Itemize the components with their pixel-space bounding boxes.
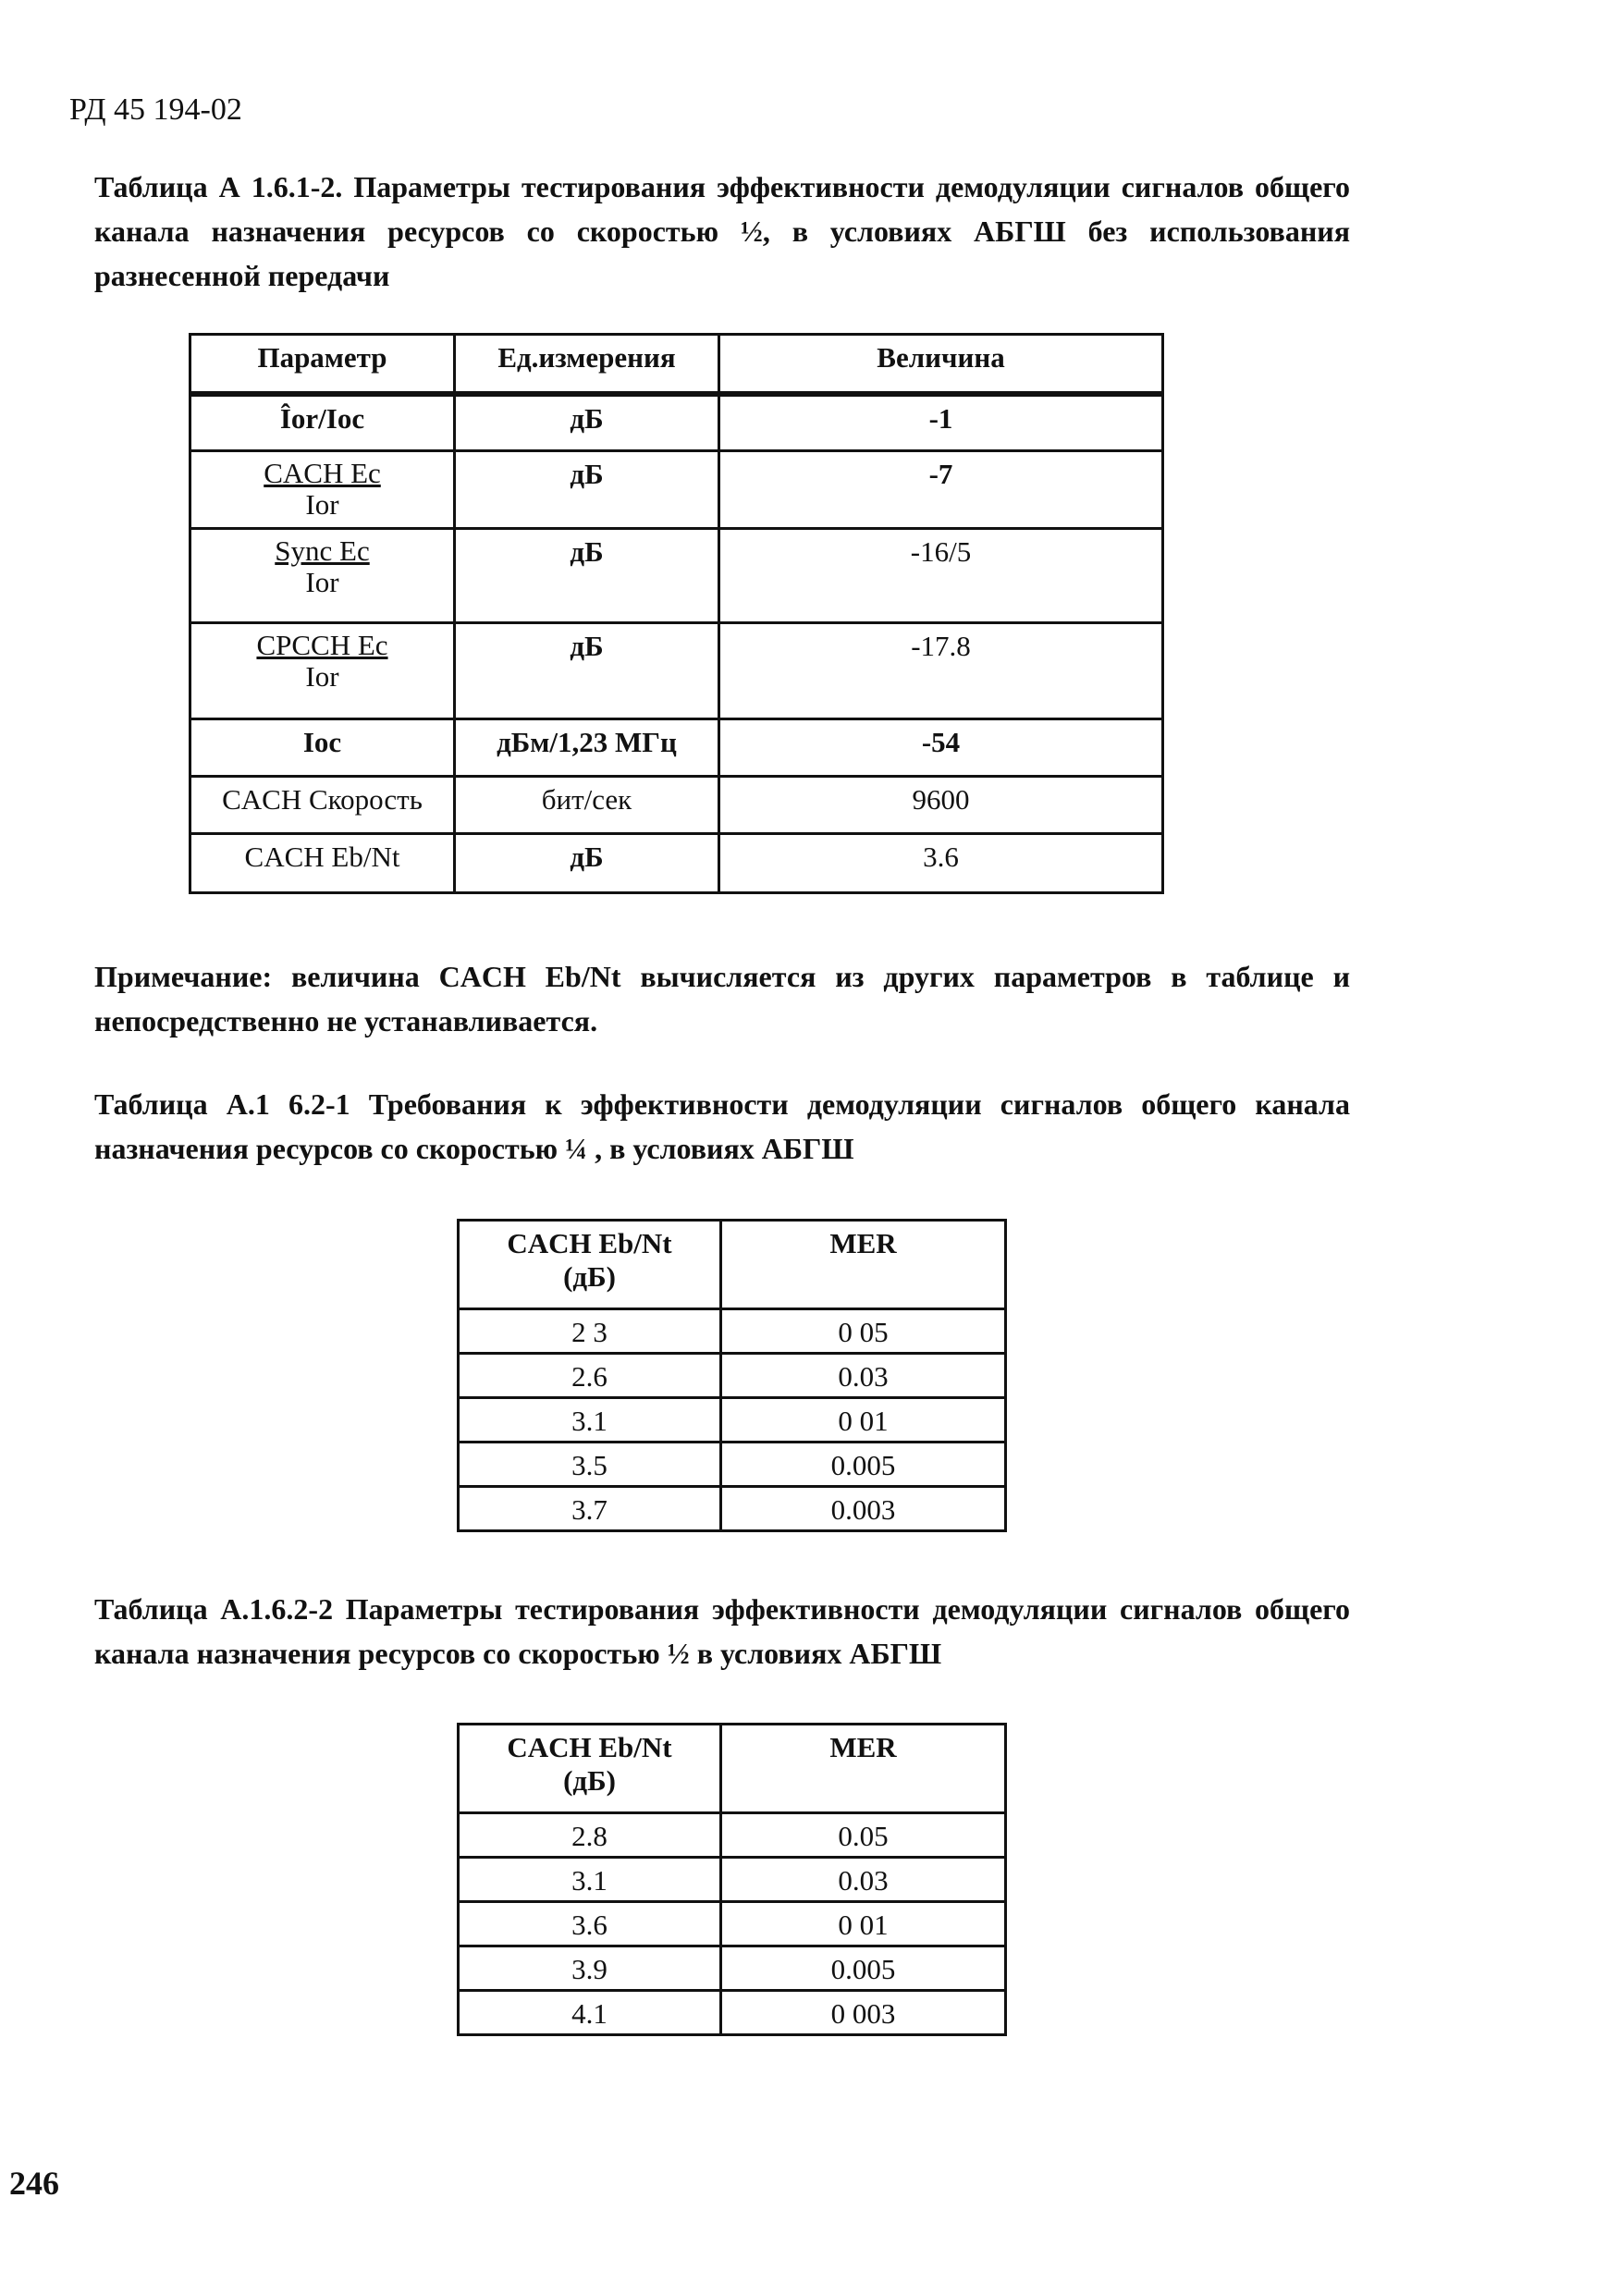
ebnt-cell: 3.1 [459, 1858, 721, 1902]
column-header-mer: MER [721, 1725, 1006, 1813]
ebnt-cell: 2 3 [459, 1309, 721, 1354]
param-numerator: Sync Ec [275, 534, 370, 567]
unit-cell: дБм/1,23 МГц [455, 719, 719, 777]
unit-cell: дБ [455, 834, 719, 893]
ebnt-cell: 2.8 [459, 1813, 721, 1858]
header-line: CACH Eb/Nt [507, 1731, 672, 1763]
column-header-ebnt [459, 1221, 721, 1309]
table3-caption: Таблица А.1.6.2-2 Параметры тестирования эффективности демодуляции сигналов общего канала назначения ресурсов со скоростью ½ в условиях АБГШ [94, 1592, 1350, 1670]
parameters-table [189, 333, 1164, 894]
table-row [459, 1487, 1006, 1531]
table-row [190, 451, 1163, 529]
column-header: Величина [719, 335, 1163, 394]
table-row [190, 529, 1163, 623]
table-row [459, 1398, 1006, 1443]
table-row [190, 719, 1163, 777]
table-row [190, 834, 1163, 893]
ebnt-cell: 3.1 [459, 1398, 721, 1443]
value-cell: -16/5 [719, 529, 1163, 623]
value-cell: -1 [719, 394, 1163, 451]
mer-cell: 0 05 [721, 1309, 1006, 1354]
mer-cell: 0 003 [721, 1991, 1006, 2035]
param-cell [190, 623, 455, 719]
mer-cell: 0.005 [721, 1946, 1006, 1991]
param-cell [190, 451, 455, 529]
table-row [459, 1443, 1006, 1487]
unit-cell: дБ [455, 623, 719, 719]
table-row [459, 1309, 1006, 1354]
table-row [459, 1946, 1006, 1991]
column-header: Параметр [190, 335, 455, 394]
mer-cell: 0 01 [721, 1902, 1006, 1946]
table-header-row [190, 335, 1163, 394]
unit-cell: бит/сек [455, 777, 719, 834]
header-line: CACH Eb/Nt [507, 1227, 672, 1259]
param-cell [190, 529, 455, 623]
table-header-row [459, 1221, 1006, 1309]
value-cell: -54 [719, 719, 1163, 777]
unit-cell: дБ [455, 451, 719, 529]
table-row [459, 1991, 1006, 2035]
ebnt-cell: 3.7 [459, 1487, 721, 1531]
ebnt-cell: 4.1 [459, 1991, 721, 2035]
table1-caption: Таблица А 1.6.1-2. Параметры тестирования эффективности демодуляции сигналов общего канала назначения ресурсов со скоростью ½, в условиях АБГШ без использования разнесенной передачи [94, 170, 1350, 292]
header-unit: (дБ) [563, 1260, 616, 1293]
unit-cell: дБ [455, 394, 719, 451]
param-denominator: Ior [305, 488, 339, 521]
param-denominator: Ior [305, 566, 339, 598]
table-row [459, 1813, 1006, 1858]
value-cell: 3.6 [719, 834, 1163, 893]
mer-cell: 0.03 [721, 1858, 1006, 1902]
mer-cell: 0.003 [721, 1487, 1006, 1531]
table-row [190, 777, 1163, 834]
column-header-mer: MER [721, 1221, 1006, 1309]
param-denominator: Ior [305, 660, 339, 693]
table-row [190, 623, 1163, 719]
table-note: Примечание: величина CACH Eb/Nt вычисляется из других параметров в таблице и непосредственно не устанавливается. [94, 960, 1350, 1037]
param-numerator: CACH Ec [264, 457, 381, 489]
param-cell: CACH Скорость [190, 777, 455, 834]
page-number: 246 [9, 2165, 59, 2202]
header-unit: (дБ) [563, 1764, 616, 1797]
ebnt-cell: 3.9 [459, 1946, 721, 1991]
mer-cell: 0.05 [721, 1813, 1006, 1858]
mer-cell: 0 01 [721, 1398, 1006, 1443]
value-cell: -17.8 [719, 623, 1163, 719]
ebnt-cell: 2.6 [459, 1354, 721, 1398]
param-cell: CACH Eb/Nt [190, 834, 455, 893]
value-cell: 9600 [719, 777, 1163, 834]
column-header: Ед.измерения [455, 335, 719, 394]
mer-cell: 0.005 [721, 1443, 1006, 1487]
param-cell: Ioc [190, 719, 455, 777]
param-cell: Îor/Ioc [190, 394, 455, 451]
table-header-row [459, 1725, 1006, 1813]
table-row [459, 1858, 1006, 1902]
mer-table-half-rate [457, 1723, 1007, 2036]
column-header-ebnt [459, 1725, 721, 1813]
document-header: РД 45 194-02 [69, 92, 242, 127]
mer-cell: 0.03 [721, 1354, 1006, 1398]
table-row [459, 1354, 1006, 1398]
value-cell: -7 [719, 451, 1163, 529]
ebnt-cell: 3.6 [459, 1902, 721, 1946]
table-row [459, 1902, 1006, 1946]
unit-cell: дБ [455, 529, 719, 623]
param-numerator: CPCCH Ec [256, 629, 388, 661]
mer-table-quarter-rate [457, 1219, 1007, 1532]
ebnt-cell: 3.5 [459, 1443, 721, 1487]
table-row [190, 394, 1163, 451]
table2-caption: Таблица А.1 6.2-1 Требования к эффективности демодуляции сигналов общего канала назначения ресурсов со скоростью ¼ , в условиях АБГШ [94, 1087, 1350, 1165]
